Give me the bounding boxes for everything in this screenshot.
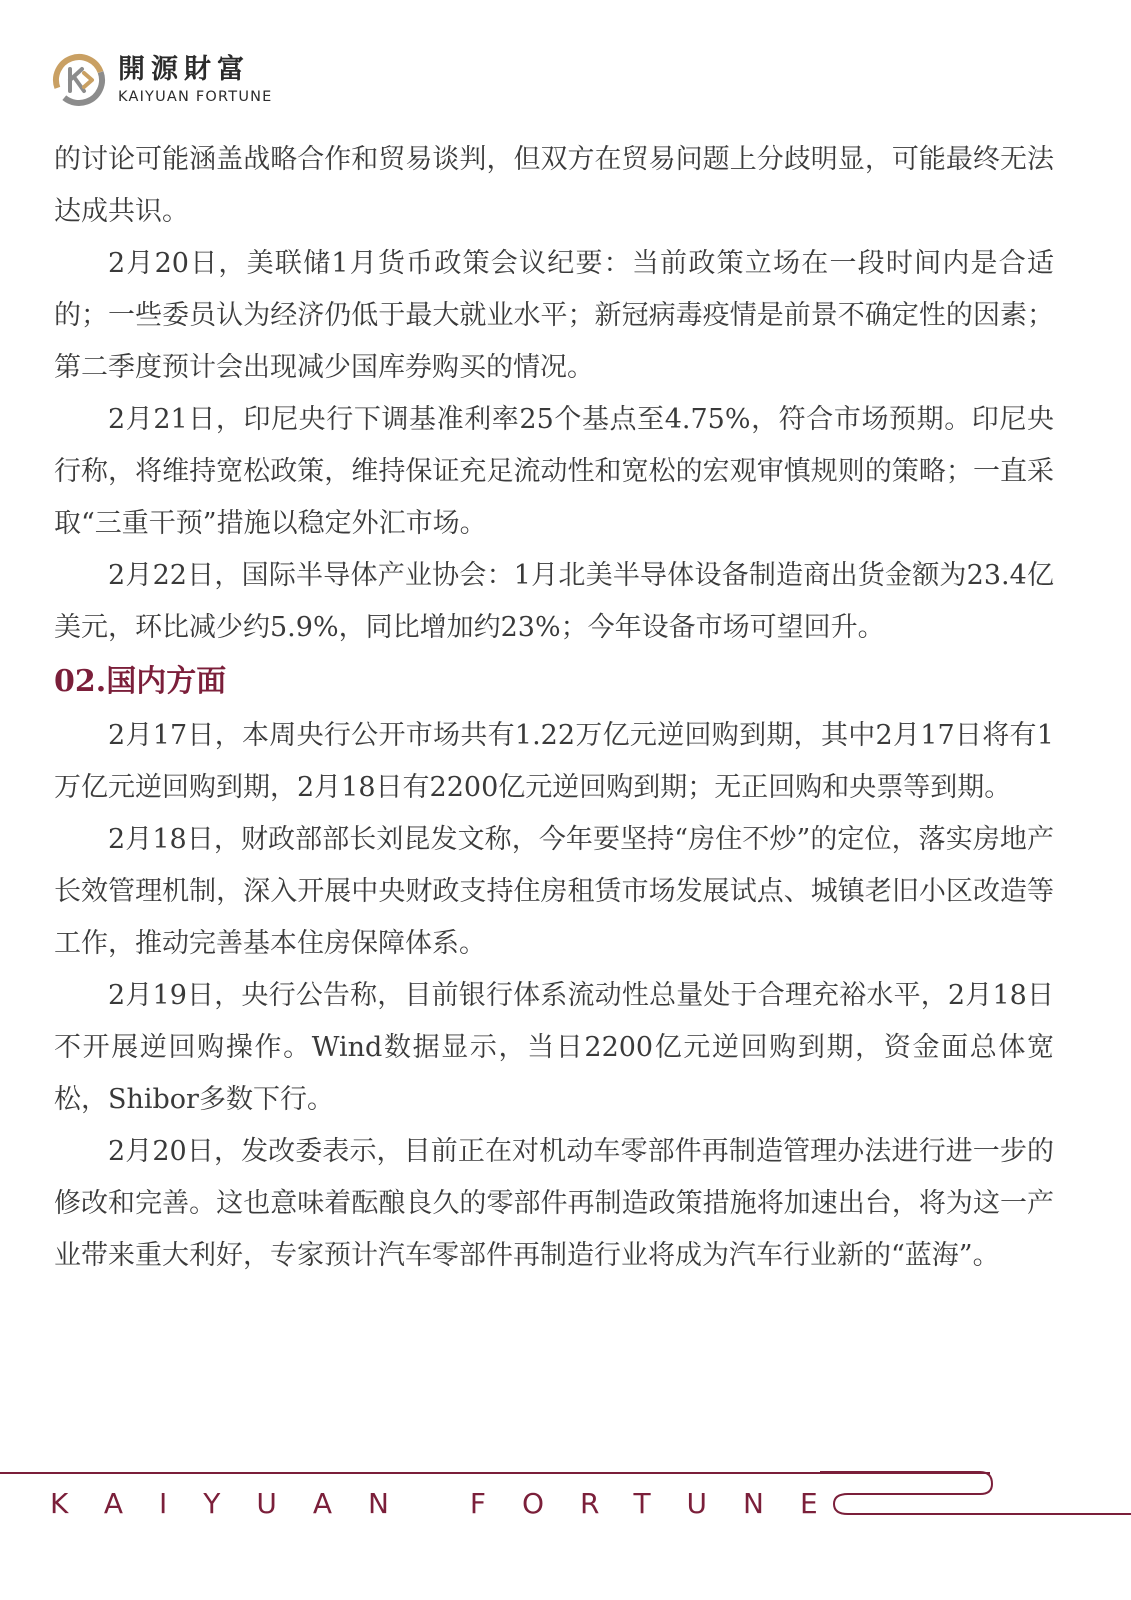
international-item: 2月20日，美联储1月货币政策会议纪要：当前政策立场在一段时间内是合适的；一些委员认为经济仍低于最大就业水平；新冠病毒疫情是前景不确定性的因素；第二季度预计会出现减少国库券购买的情况。 [54, 248, 1054, 383]
logo-chinese-name: 開源財富 [118, 53, 250, 85]
international-item: 2月21日，印尼央行下调基准利率25个基点至4.75%，符合市场预期。印尼央行称，将维持宽松政策，维持保证充足流动性和宽松的宏观审慎规则的策略；一直采取“三重干预”措施以稳定外汇市场。 [54, 404, 1054, 539]
footer-decoration [820, 1464, 1131, 1524]
domestic-item: 2月19日，央行公告称，目前银行体系流动性总量处于合理充裕水平，2月18日不开展逆回购操作。Wind数据显示，当日2200亿元逆回购到期，资金面总体宽松，Shibor多数下行。 [54, 980, 1054, 1115]
kaiyuan-logo-icon [52, 53, 106, 107]
domestic-item: 2月20日，发改委表示，目前正在对机动车零部件再制造管理办法进行进一步的修改和完善。这也意味着酝酿良久的零部件再制造政策措施将加速出台，将为这一产业带来重大利好，专家预计汽车零部件再制造行业将成为汽车行业新的“蓝海”。 [54, 1136, 1054, 1271]
logo-english-name: KAIYUAN FORTUNE [118, 88, 273, 105]
logo-text [118, 55, 273, 106]
section-title-domestic: 02.国内方面 [54, 664, 227, 699]
footer-brand-text: KAIYUAN FORTUNE [50, 1487, 854, 1520]
page-header [52, 50, 273, 110]
international-item: 2月22日，国际半导体产业协会：1月北美半导体设备制造商出货金额为23.4亿美元，环比减少约5.9%，同比增加约23%；今年设备市场可望回升。 [54, 560, 1054, 643]
domestic-item: 2月17日，本周央行公开市场共有1.22万亿元逆回购到期，其中2月17日将有1万亿元逆回购到期，2月18日有2200亿元逆回购到期；无正回购和央票等到期。 [54, 720, 1054, 803]
domestic-item: 2月18日，财政部部长刘昆发文称，今年要坚持“房住不炒”的定位，落实房地产长效管理机制，深入开展中央财政支持住房租赁市场发展试点、城镇老旧小区改造等工作，推动完善基本住房保障体系。 [54, 824, 1054, 959]
document-body [54, 134, 1054, 1282]
intro-paragraph: 的讨论可能涵盖战略合作和贸易谈判，但双方在贸易问题上分歧明显，可能最终无法达成共识。 [54, 144, 1054, 227]
